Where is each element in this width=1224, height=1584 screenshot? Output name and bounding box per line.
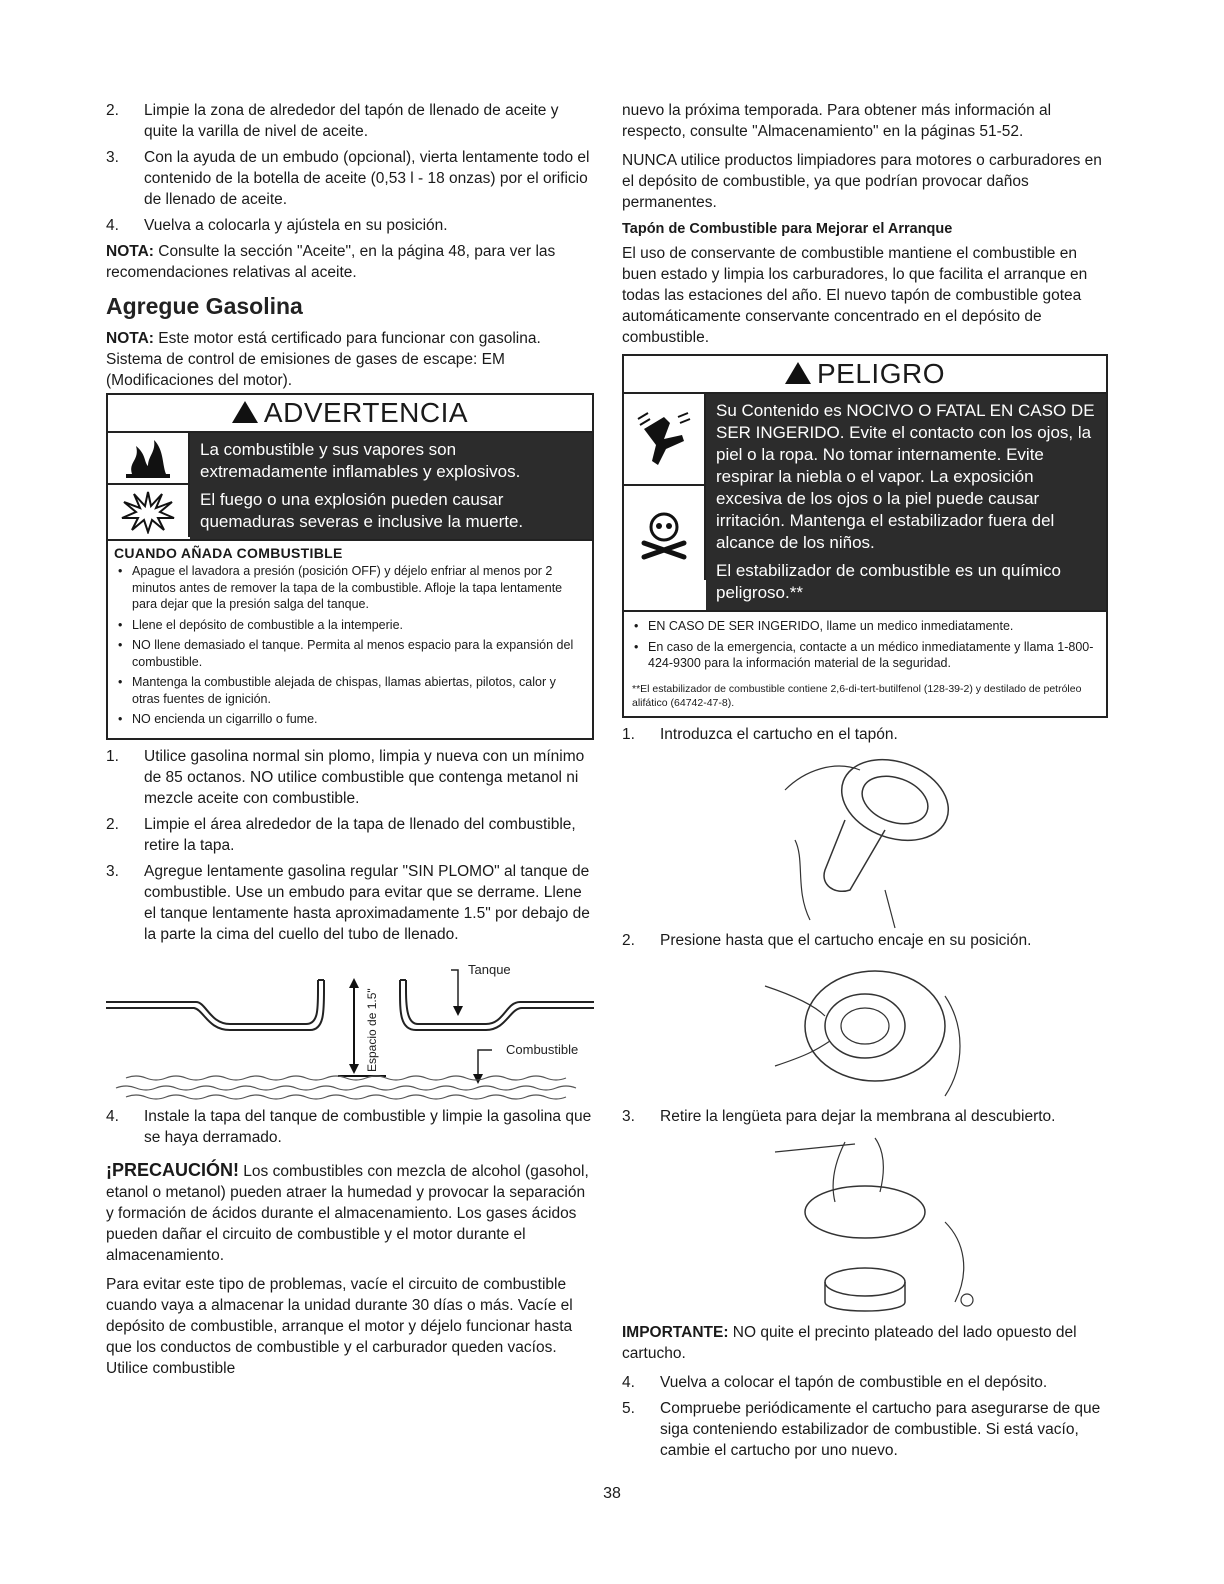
cartridge-insert-figure <box>765 750 965 930</box>
warning-bullets <box>108 563 592 738</box>
warning-bullet: • NO llene demasiado el tanque. Permita al menos espacio para la expansión del combustible. <box>116 637 584 670</box>
caution-paragraph <box>106 1160 594 1266</box>
hazard-line: El estabilizador de combustible es un químico peligroso.** <box>716 561 1061 602</box>
warning-bullet: • Apague el lavadora a presión (posición OFF) y déjelo enfriar al menos por 2 minutos antes de remover la tapa de la combustible. Afloje la tapa lentamente para dejar que la presión salga del tanque. <box>116 563 584 613</box>
fuel-step-3 <box>106 861 594 945</box>
step-number: 1. <box>106 747 119 765</box>
step-number: 4. <box>106 217 119 234</box>
danger-bullet: • En caso de la emergencia, contacte a un médico inmediatamente y llama 1-800-424-9300 para la información material de la seguridad. <box>632 639 1098 672</box>
cap-step-5 <box>622 1398 1108 1461</box>
flammable-icon <box>108 431 190 483</box>
importante-note <box>622 1322 1108 1364</box>
tank-label: Tanque <box>468 961 511 977</box>
oil-step-3 <box>106 147 594 210</box>
step-text: Compruebe periódicamente el cartucho para asegurarse de que siga conteniendo estabilizador de combustible. Si está vacío, cambie el cartucho por uno nuevo. <box>660 1399 1101 1459</box>
hazard-line: El fuego o una explosión pueden causar quemaduras severas e inclusive la muerte. <box>200 490 524 531</box>
warning-bullet: • Llene el depósito de combustible a la intemperie. <box>116 617 584 634</box>
toxic-splash-icon <box>624 392 706 484</box>
note-text: Consulte la sección "Aceite", en la página 48, para ver las recomendaciones relativas al aceite. <box>106 243 556 281</box>
cartridge-press-figure <box>745 956 985 1106</box>
cap-step-2 <box>622 930 1108 951</box>
step-number: 2. <box>622 931 635 949</box>
oil-step-2 <box>106 100 594 142</box>
fuel-step-1 <box>106 746 594 809</box>
skull-crossbones-icon <box>624 484 706 580</box>
step-number: 1. <box>622 725 635 743</box>
right-column <box>622 100 1108 1466</box>
step-number: 2. <box>106 815 119 833</box>
explosion-icon <box>108 483 190 537</box>
fuel-tank-diagram <box>106 950 594 1100</box>
step-text: Limpie el área alrededor de la tapa de llenado del combustible, retire la tapa. <box>144 815 576 854</box>
danger-title <box>624 356 1106 392</box>
note-label: NOTA: <box>106 243 154 260</box>
gasoline-note <box>106 328 594 391</box>
oil-note <box>106 241 594 283</box>
caution-label: ¡PRECAUCIÓN! <box>106 1159 239 1180</box>
step-text: Instale la tapa del tanque de combustible y limpie la gasolina que se haya derramado. <box>144 1107 592 1146</box>
step-number: 3. <box>106 862 119 880</box>
cap-step-1 <box>622 724 1108 745</box>
warning-bullet: • Mantenga la combustible alejada de chispas, llamas abiertas, pilotos, calor y otras fuentes de ignición. <box>116 674 584 707</box>
remove-tab-figure <box>735 1132 995 1322</box>
step-text: Retire la lengüeta para dejar la membrana al descubierto. <box>660 1107 1056 1125</box>
importante-text: NO quite el precinto plateado del lado opuesto del cartucho. <box>622 1323 1077 1362</box>
warning-hazards <box>108 431 592 539</box>
step-number: 2. <box>106 102 119 119</box>
page-number: 38 <box>603 1485 621 1502</box>
caution-text: Los combustibles con mezcla de alcohol (gasohol, etanol o metanol) pueden atraer la humedad y provocar la separación y formación de ácidos durante el almacenamiento. Los gases ácidos pueden dañar el circuito de combustible y el motor durante el almacenamiento. <box>106 1162 589 1264</box>
fuel-label: Combustible <box>506 1041 579 1057</box>
storage-paragraph: Para evitar este tipo de problemas, vacíe el circuito de combustible cuando vaya a almacenar la unidad durante 30 días o más. Vacíe el depósito de combustible, arranque el motor y déjelo funcionar hasta que los conductos de combustible y el carburador queden vacíos. Utilice combustible <box>106 1275 573 1377</box>
hazard-icons <box>624 392 706 610</box>
step-number: 5. <box>622 1399 635 1417</box>
hazard-line: Su Contenido es NOCIVO O FATAL EN CASO DE SER INGERIDO. Evite el contacto con los ojos, la piel o la ropa. No tomar internamente. Evite respirar la niebla o el vapor. La exposición excesiva de los ojos o la piel puede causar irritación. Mantenga el estabilizador fuera del alcance de los niños. <box>716 401 1095 552</box>
step-text: Vuelva a colocarla y ajústela en su posición. <box>144 217 448 234</box>
step-text: Limpie la zona de alrededor del tapón de llenado de aceite y quite la varilla de nivel de aceite. <box>144 102 559 140</box>
note-label: NOTA: <box>106 330 154 347</box>
step-number: 4. <box>106 1107 119 1125</box>
step-number: 4. <box>622 1373 635 1391</box>
step-text: Agregue lentamente gasolina regular "SIN PLOMO" al tanque de combustible. Use un embudo para evitar que se derrame. Llene el tanque lentamente hasta aproximadamente 1.5" por debajo de la parte la cima del cuello del tubo de llenado. <box>144 862 590 943</box>
step-text: Utilice gasolina normal sin plomo, limpia y nueva con un mínimo de 85 octanos. NO utilice combustible que contenga metanol ni mezcle aceite con combustible. <box>144 747 585 807</box>
warning-title-text: ADVERTENCIA <box>263 397 469 428</box>
warning-title <box>108 395 592 431</box>
never-use-cleaners: NUNCA utilice productos limpiadores para motores o carburadores en el depósito de combustible, ya que podrían provocar daños permanentes. <box>622 152 1102 211</box>
danger-footnote: **El estabilizador de combustible contiene 2,6-di-tert-butilfenol (128-39-2) y destilado de petróleo alifático (64742-47-8). <box>632 682 1082 709</box>
danger-bullets <box>624 610 1106 682</box>
fuel-step-4 <box>106 1106 594 1148</box>
danger-hazards <box>624 392 1106 610</box>
section-heading-gasoline: Agregue Gasolina <box>106 293 303 319</box>
warning-box <box>106 393 594 740</box>
step-text: Vuelva a colocar el tapón de combustible en el depósito. <box>660 1373 1048 1391</box>
step-text: Con la ayuda de un embudo (opcional), vierta lentamente todo el contenido de la botella de aceite (0,53 l - 18 onzas) por el orificio de llenado de aceite. <box>144 149 590 208</box>
danger-title-text: PELIGRO <box>817 358 945 389</box>
oil-step-4 <box>106 215 594 236</box>
storage-continued: nuevo la próxima temporada. Para obtener más información al respecto, consulte "Almacenamiento" en la páginas 51-52. <box>622 102 1052 140</box>
space-label: Espacio de 1.5" <box>365 987 379 1072</box>
step-text: Introduzca el cartucho en el tapón. <box>660 725 898 743</box>
step-text: Presione hasta que el cartucho encaje en su posición. <box>660 931 1032 949</box>
danger-hazard-text <box>706 392 1106 610</box>
cap-step-4 <box>622 1372 1108 1393</box>
warning-hazard-text <box>190 431 592 539</box>
note-text: Este motor está certificado para funcionar con gasolina. Sistema de control de emisiones de gases de escape: EM (Modificaciones del motor). <box>106 330 541 389</box>
warning-triangle-icon <box>232 401 258 423</box>
warning-subheading: CUANDO AÑADA COMBUSTIBLE <box>108 539 592 563</box>
cap-step-3 <box>622 1106 1108 1127</box>
warning-bullet: • NO encienda un cigarrillo o fume. <box>116 711 584 728</box>
danger-box <box>622 354 1108 718</box>
step-number: 3. <box>622 1107 635 1125</box>
hazard-line: La combustible y sus vapores son extremadamente inflamables y explosivos. <box>200 440 521 481</box>
danger-bullet: • EN CASO DE SER INGERIDO, llame un medico inmediatamente. <box>632 618 1098 635</box>
importante-label: IMPORTANTE: <box>622 1323 729 1341</box>
step-number: 3. <box>106 149 119 166</box>
left-column <box>106 100 594 1379</box>
warning-triangle-icon <box>785 362 811 384</box>
fuel-cap-heading: Tapón de Combustible para Mejorar el Arranque <box>622 221 953 237</box>
hazard-icons <box>108 431 190 539</box>
fuel-cap-paragraph: El uso de conservante de combustible mantiene el combustible en buen estado y limpia los carburadores, lo que facilita el arranque en todas las estaciones del año. El nuevo tapón de combustible gotea automáticamente conservante concentrado en el depósito de combustible. <box>622 245 1088 346</box>
fuel-step-2 <box>106 814 594 856</box>
